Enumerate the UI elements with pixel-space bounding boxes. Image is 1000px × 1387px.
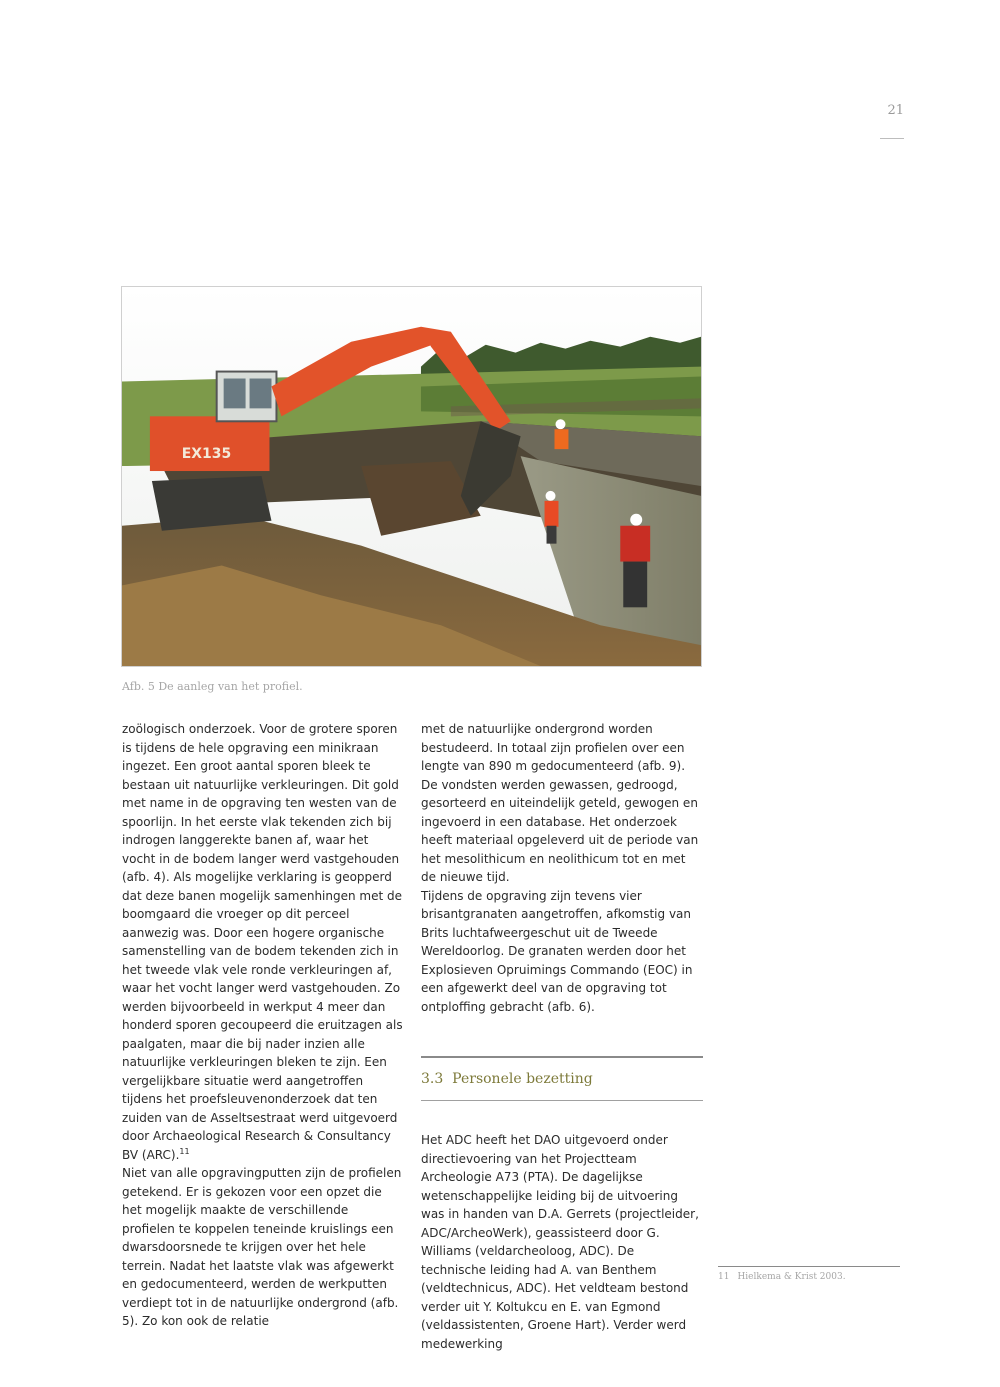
section-heading [421, 1070, 703, 1088]
page-number-rule [880, 138, 904, 139]
paragraph: met de natuurlijke ondergrond worden bestudeerd. In totaal zijn profielen over een lengte van 890 m gedocumenteerd (afb. 9). [421, 722, 686, 773]
paragraph: Niet van alle opgravingputten zijn de profielen getekend. Er is gekozen voor een opzet die het mogelijk maakte de verschillende profielen te koppelen teneinde kruislings een dwarsdoorsnede te krijgen over het hele terrein. Nadat het laatste vlak was afgewerkt en gedocumenteerd, werden de werkputten verdiept tot in de natuurlijke ondergrond (afb. 5). Zo kon ook de relatie [122, 1166, 402, 1328]
excavation-photo-illustration [122, 287, 701, 666]
svg-text:EX135: EX135 [181, 446, 232, 463]
footnote-text: Hielkema & Krist 2003. [737, 1272, 846, 1282]
figure-caption: Afb. 5 De aanleg van het profiel. [122, 680, 303, 693]
footnote-reference[interactable]: 11 [179, 1146, 190, 1156]
right-column [421, 720, 703, 1353]
paragraph: zoölogisch onderzoek. Voor de grotere sporen is tijdens de hele opgraving een minikraan ingezet. Een groot aantal sporen bleek te bestaan uit natuurlijke verkleuringen. Dit gold met name in de opgraving ten westen van de spoorlijn. In het eerste vlak tekenden zich bij indrogen langgerekte banen af, waar het vocht in de bodem langer werd vastgehouden (afb. 4). Als mogelijke verklaring is geopperd dat deze banen mogelijk samenhingen met de boomgaard die vroeger op dit perceel aanwezig was. Door een hogere organische samenstelling van de bodem tekenden zich in het tweede vlak vele ronde verkleuringen af, waar het vocht langer werd vastgehouden. Zo werden bijvoorbeeld in werkput 4 meer dan honderd sporen gecoupeerd die eruitzagen als paalgaten, maar die bij nader inzien alle natuurlijke verkleuringen bleken te zijn. Een vergelijkbare situatie werd aangetroffen tijdens het proefsleuvenonderzoek dat ten zuiden van de Asseltsestraat werd uitgevoerd door Archaeological Research & Consultancy BV (ARC).$^{11}$ [122, 722, 403, 1162]
figure-photo [121, 286, 702, 667]
footnote-divider [718, 1266, 900, 1267]
paragraph: De vondsten werden gewassen, gedroogd, gesorteerd en uiteindelijk geteld, gewogen en ingevoerd in een database. Het onderzoek heeft materiaal opgeleverd uit de periode van het mesolithicum en neolithicum tot en met de nieuwe tijd. [421, 777, 699, 884]
section-divider-bottom [421, 1100, 703, 1101]
footnote [718, 1272, 846, 1282]
page-number: 21 [887, 103, 904, 118]
section-divider-top [421, 1056, 703, 1058]
section-title: Personele bezetting [452, 1071, 593, 1087]
section-number: 3.3 [421, 1071, 444, 1087]
left-column [122, 720, 404, 1331]
paragraph: Tijdens de opgraving zijn tevens vier brisantgranaten aangetroffen, afkomstig van Brits luchtafweergeschut uit de Tweede Wereldoorlog. De granaten werden door het Explosieven Opruimings Commando (EOC) in een afgewerkt deel van de opgraving tot ontploffing gebracht (afb. 6). [421, 888, 693, 1014]
paragraph: Het ADC heeft het DAO uitgevoerd onder directievoering van het Projectteam Archeologie A73 (PTA). De dagelijkse wetenschappelijke leiding bij de uitvoering was in handen van D.A. Gerrets (projectleider, ADC/ArcheoWerk), geassisteerd door G. Williams (veldarcheoloog, ADC). De technische leiding had A. van Benthem (veldtechnicus, ADC). Het veldteam bestond verder uit Y. Koltukcu en E. van Egmond (veldassistenten, Groene Hart). Verder werd medewerking [421, 1133, 699, 1351]
footnote-number: 11 [718, 1272, 730, 1282]
